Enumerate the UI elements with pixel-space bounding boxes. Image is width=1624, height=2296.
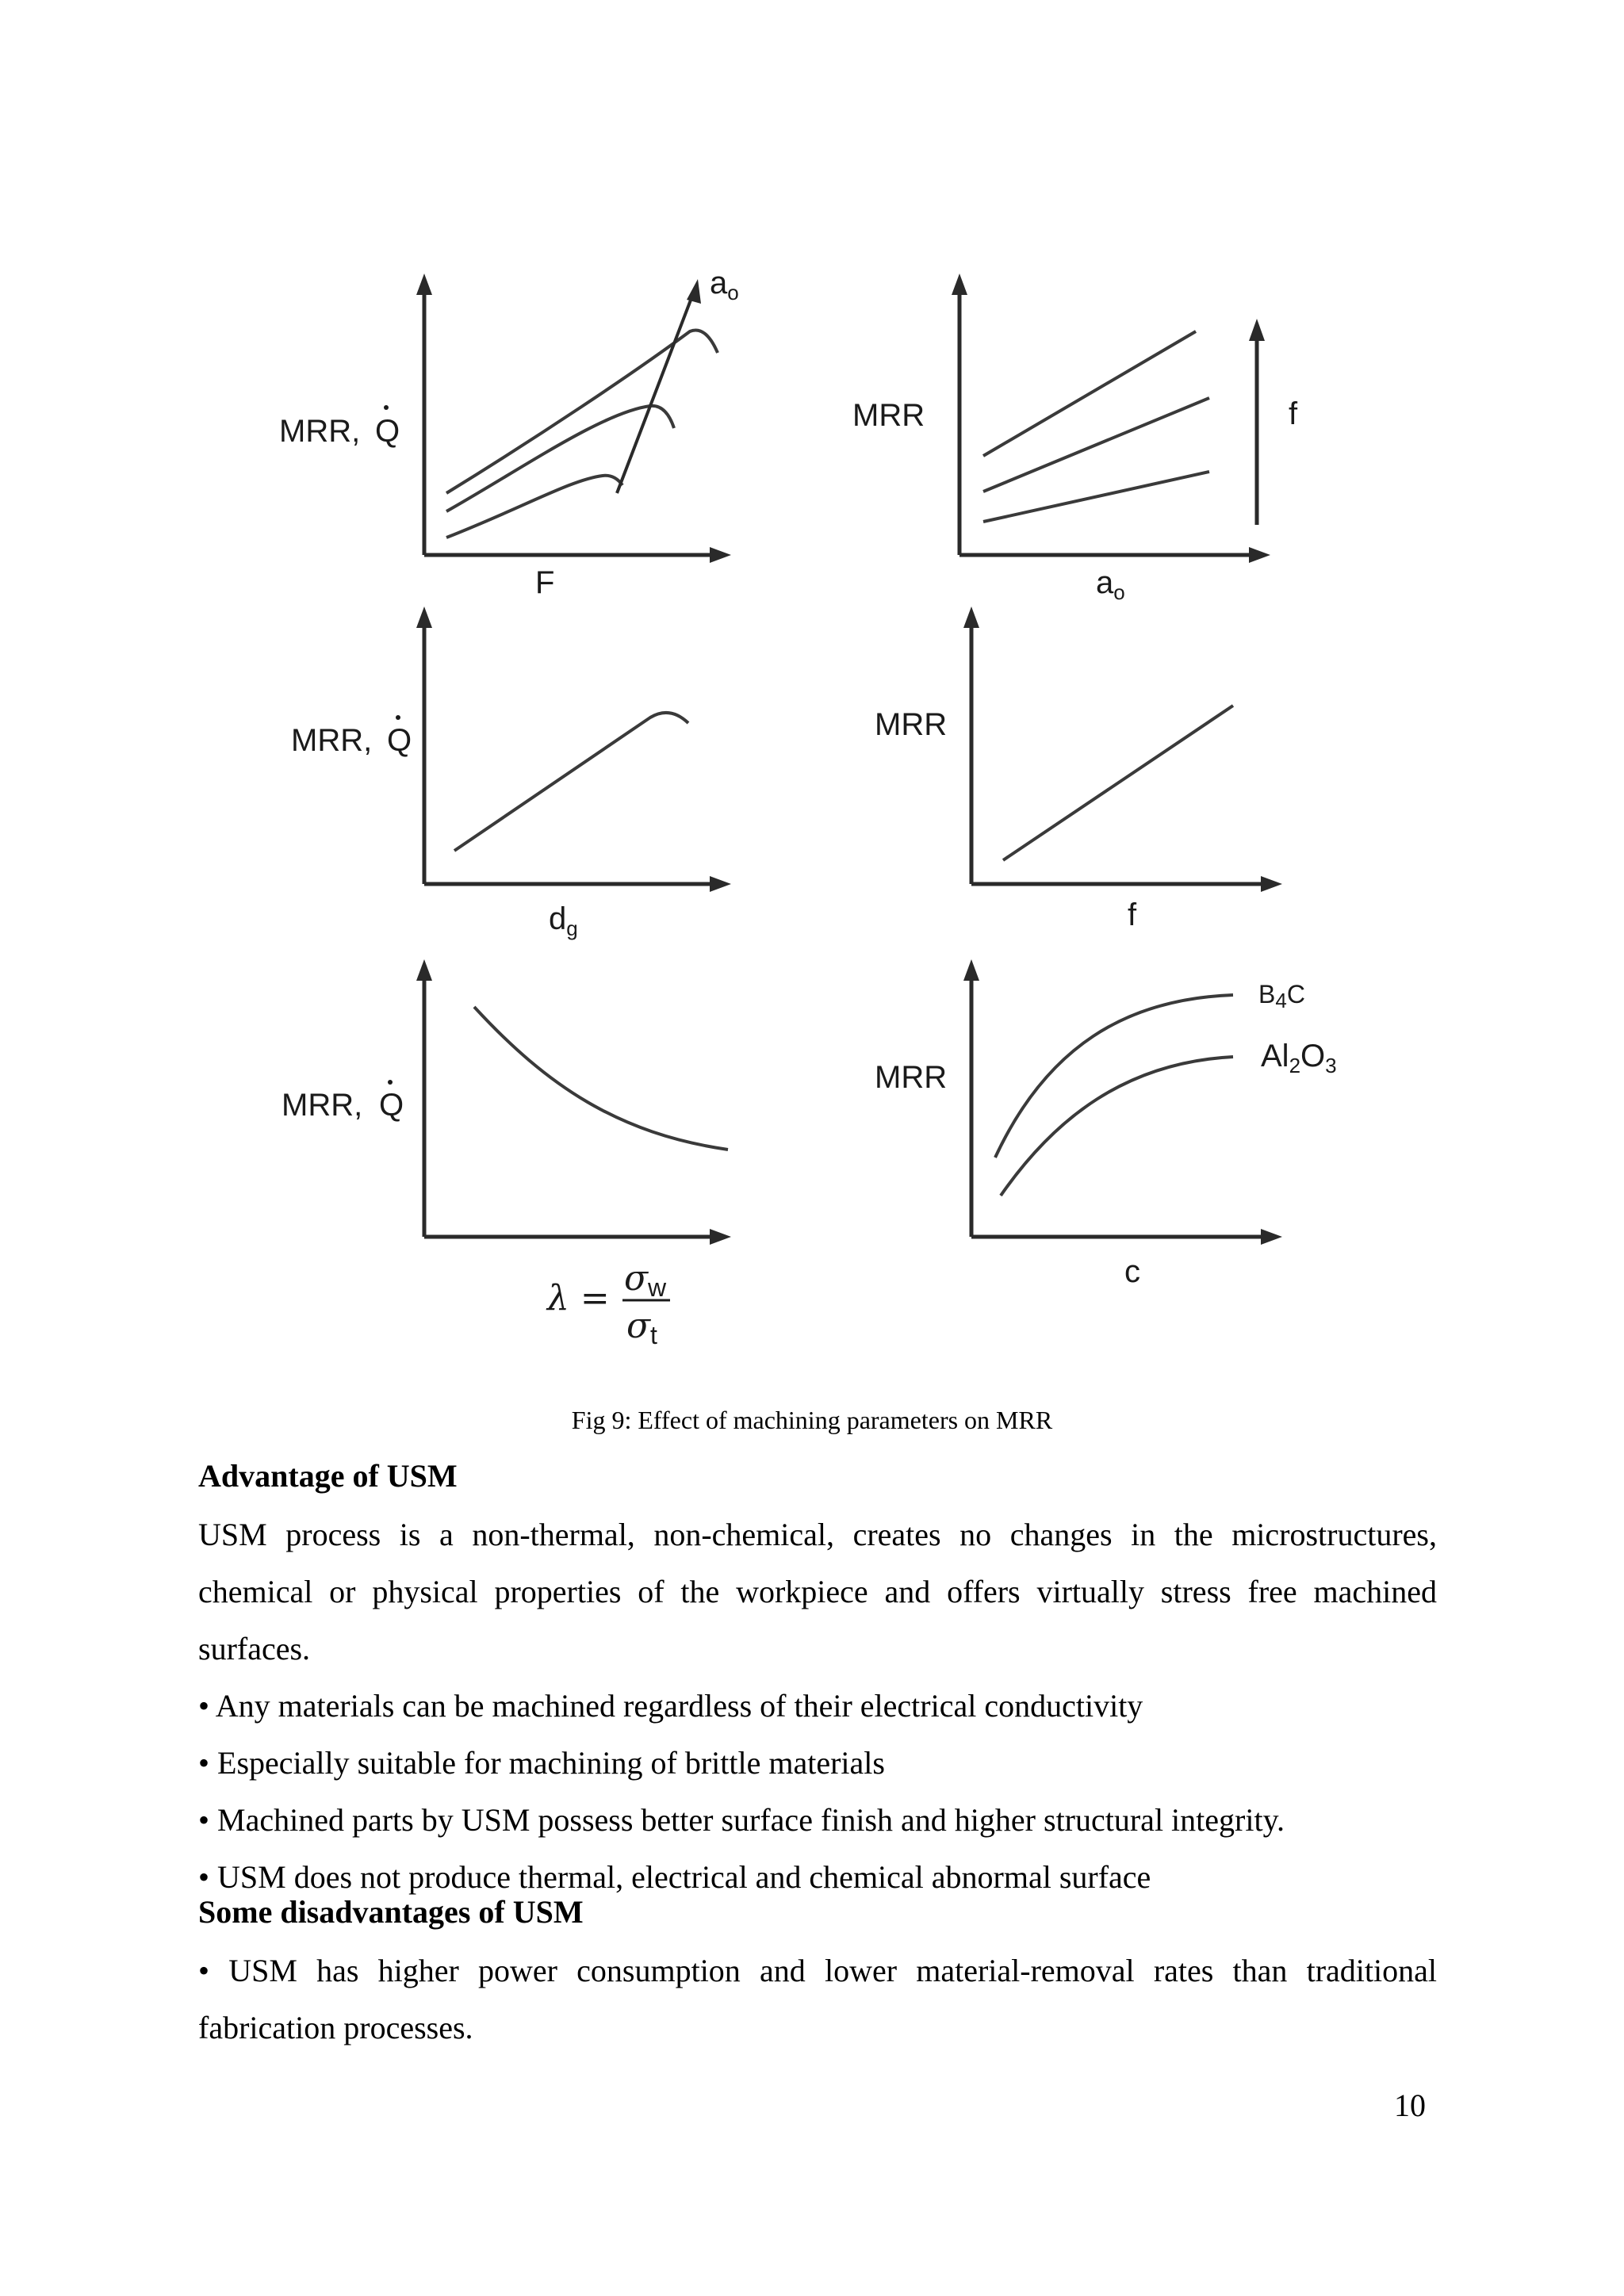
y-axis-arrowhead xyxy=(416,274,432,295)
x-axis-label-formula xyxy=(546,1258,670,1349)
y-axis-label: MRR, xyxy=(282,1088,363,1123)
panel-mrr-vs-hardness-ratio xyxy=(282,959,731,1349)
panel-mrr-vs-concentration xyxy=(875,959,1337,1289)
x-axis-label: $a_o$ xyxy=(1096,565,1125,604)
list-item: • USM has higher power consumption and lower material-removal rates than traditional xyxy=(198,1953,1437,1988)
grit-curve xyxy=(454,713,688,851)
amplitude-line-2 xyxy=(983,398,1209,492)
amplitude-line-1 xyxy=(983,331,1196,456)
x-axis-arrowhead xyxy=(1249,547,1270,563)
x-axis-label: c xyxy=(1124,1254,1140,1289)
q-dot xyxy=(388,1080,393,1085)
force-curve-3 xyxy=(446,476,622,538)
disadvantages-heading: Some disadvantages of USM xyxy=(198,1894,584,1930)
x-axis-label: $d_g$ xyxy=(549,901,578,940)
al2o3-series-label: $Al_2O_3$ xyxy=(1261,1039,1337,1077)
hardness-ratio-curve xyxy=(474,1007,728,1150)
b4c-series-label: B4C xyxy=(1258,980,1305,1012)
panel-mrr-vs-force xyxy=(279,266,739,600)
frequency-trend-arrowhead xyxy=(1249,319,1265,341)
panel-mrr-vs-grit-diameter xyxy=(291,607,731,940)
amplitude-trend-arrowhead xyxy=(687,279,701,304)
paragraph-line: surfaces. xyxy=(198,1631,311,1667)
svg-text:λ =: λ = xyxy=(547,1278,610,1318)
disadvantages-list xyxy=(198,1942,1437,2057)
x-axis-arrowhead xyxy=(1261,1229,1282,1245)
panel-mrr-vs-amplitude xyxy=(852,274,1298,604)
y-axis-arrowhead xyxy=(952,274,967,295)
y-axis-label: MRR xyxy=(875,707,948,742)
svg-text:σt: σt xyxy=(626,1306,657,1349)
arrow-label: f xyxy=(1289,396,1298,431)
page-number: 10 xyxy=(1394,2087,1426,2123)
advantages-list xyxy=(198,1678,1437,1906)
y-axis-label-q: Q xyxy=(387,723,412,758)
y-axis-arrowhead xyxy=(416,607,432,628)
amplitude-trend-arrow xyxy=(617,292,694,493)
y-axis-label: MRR xyxy=(875,1060,948,1095)
list-item: • Any materials can be machined regardless of their electrical conductivity xyxy=(198,1688,1143,1724)
y-axis-arrowhead xyxy=(416,959,432,981)
x-axis-label: f xyxy=(1128,897,1137,932)
y-axis-label-q: Q xyxy=(375,414,400,449)
x-axis-arrowhead xyxy=(1261,876,1282,892)
y-axis-label: MRR xyxy=(852,398,925,433)
paragraph-line: chemical or physical properties of the workpiece and offers virtually stress free machined xyxy=(198,1574,1437,1609)
b4c-curve xyxy=(995,995,1233,1158)
y-axis-label: MRR, xyxy=(279,414,361,449)
force-curve-1 xyxy=(446,331,718,493)
y-axis-label: MRR, xyxy=(291,723,373,758)
arrow-label: $a_o$ xyxy=(710,266,739,304)
q-dot xyxy=(384,405,389,410)
x-axis-arrowhead xyxy=(710,876,731,892)
frequency-line xyxy=(1003,706,1233,860)
advantages-paragraph xyxy=(198,1506,1437,1678)
list-item-continuation: fabrication processes. xyxy=(198,2010,473,2045)
list-item: • Machined parts by USM possess better surface finish and higher structural integrity. xyxy=(198,1802,1285,1838)
figure-caption: Fig 9: Effect of machining parameters on MRR xyxy=(571,1406,1053,1434)
x-axis-label: F xyxy=(535,565,555,600)
advantages-heading: Advantage of USM xyxy=(198,1458,458,1494)
paragraph-line: USM process is a non-thermal, non-chemical, creates no changes in the microstructures, xyxy=(198,1517,1437,1552)
q-dot xyxy=(396,715,400,720)
list-item: • Especially suitable for machining of brittle materials xyxy=(198,1745,885,1781)
x-axis-arrowhead xyxy=(710,547,731,563)
x-axis-arrowhead xyxy=(710,1229,731,1245)
y-axis-arrowhead xyxy=(963,607,979,628)
list-item: • USM does not produce thermal, electrical and chemical abnormal surface xyxy=(198,1859,1151,1895)
al2o3-curve xyxy=(1001,1057,1233,1196)
svg-text:σw: σw xyxy=(624,1258,667,1302)
panel-mrr-vs-frequency xyxy=(875,607,1282,932)
y-axis-label-q: Q xyxy=(379,1088,404,1123)
y-axis-arrowhead xyxy=(963,959,979,981)
